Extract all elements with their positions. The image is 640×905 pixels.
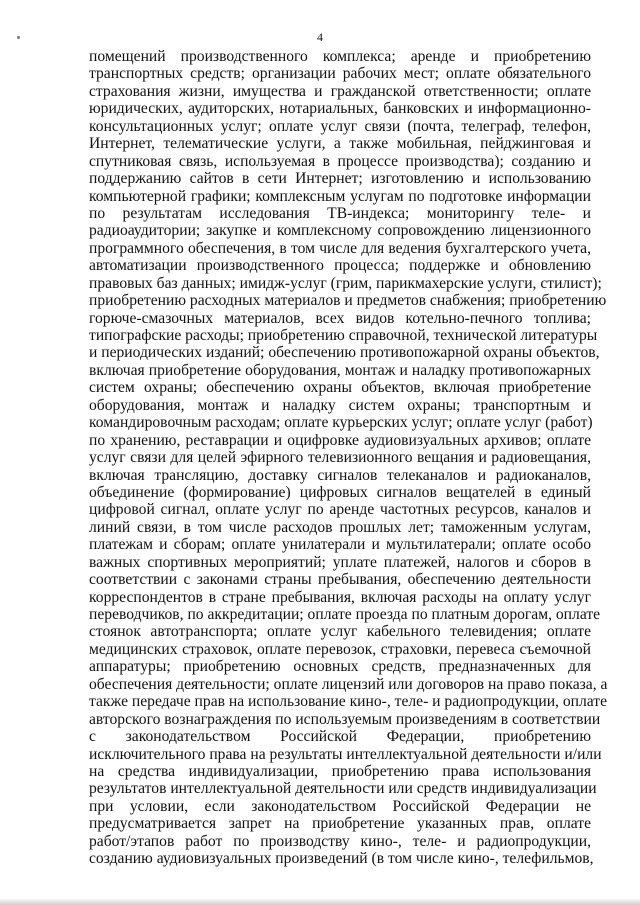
text-line: спутниковая связь, используемая в процессе производства); созданию и <box>89 152 591 170</box>
text-line: линий связи, в том числе расходов прошлых лет; таможенным услугам, <box>89 518 591 536</box>
text-line: важных спортивных мероприятий; уплате платежей, налогов и сборов в <box>89 553 591 571</box>
text-line: аппаратуры; приобретению основных средств, предназначенных для <box>89 658 591 676</box>
text-line: созданию аудиовизуальных произведений (в том числе кино-, телефильмов, <box>89 850 594 868</box>
text-line: корреспондентов в стране пребывания, включая расходы на оплату услуг <box>89 588 591 606</box>
text-line: командировочным расходам; оплате курьерских услуг; оплате услуг (работ) <box>89 414 593 432</box>
scan-bottom-edge <box>0 899 640 905</box>
text-line: исключительного права на результаты интеллектуальной деятельности и/или <box>89 745 602 763</box>
text-line: авторского вознаграждения по используемым произведениям в соответствии <box>89 710 601 728</box>
text-line: приобретению расходных материалов и предметов снабжения; приобретению <box>89 292 607 310</box>
text-line: по хранению, реставрации и оцифровке аудиовизуальных архивов; оплате <box>89 431 591 449</box>
text-line: работ/этапов работ по производству кино-, теле- и радиопродукции, <box>89 832 591 850</box>
text-line: Интернет, телематические услуги, а также мобильная, пейджинговая и <box>89 135 591 153</box>
text-line: оборудования, монтаж и наладку систем охраны; транспортным и <box>89 396 591 414</box>
text-line: страхования жизни, имущества и гражданской ответственности; оплате <box>89 82 591 100</box>
text-line: систем охраны; обеспечению охраны объектов, включая приобретение <box>89 379 591 397</box>
body-text <box>89 48 608 868</box>
text-line: включая приобретение оборудования, монтаж и наладку противопожарных <box>89 361 591 379</box>
text-line: поддержанию сайтов в сети Интернет; изготовлению и использованию <box>89 170 591 188</box>
text-line: с законодательством Российской Федерации, приобретению <box>89 728 591 746</box>
text-line: включая трансляцию, доставку сигналов телеканалов и радиоканалов, <box>89 466 591 484</box>
text-line: услуг связи для целей эфирного телевизионного вещания и радиовещания, <box>89 449 591 467</box>
text-line: радиоаудитории; закупке и комплексному сопровождению лицензионного <box>89 222 591 240</box>
text-line: результатов интеллектуальной деятельности или средств индивидуализации <box>89 780 597 798</box>
text-line: автоматизации производственного процесса; поддержке и обновлению <box>89 257 591 275</box>
text-line: и периодических изданий; обеспечению противопожарной охраны объектов, <box>89 344 600 362</box>
text-line: цифровой сигнал, оплате услуг по аренде частотных ресурсов, каналов и <box>89 501 591 519</box>
text-line: типографские расходы; приобретению справочной, технической литературы <box>89 327 598 344</box>
text-line: также передаче прав на использование кино-, теле- и радиопродукции, оплате <box>89 693 608 711</box>
text-line: помещений производственного комплекса; аренде и приобретению <box>89 48 591 65</box>
text-line: юридических, аудиторских, нотариальных, банковских и информационно- <box>89 100 591 118</box>
text-line: горюче-смазочных материалов, всех видов котельно-печного топлива; <box>89 309 591 327</box>
text-line: платежам и сборам; оплате унилатерали и мультилатерали; оплате особо <box>89 536 591 554</box>
text-line: консультационных услуг; оплате услуг связи (почта, телеграф, телефон, <box>89 117 591 135</box>
text-line: транспортных средств; организации рабочих мест; оплате обязательного <box>89 65 591 83</box>
text-line: по результатам исследования ТВ-индекса; мониторингу теле- и <box>89 204 591 222</box>
text-line: объединение (формирование) цифровых сигналов вещателей в единый <box>89 483 591 501</box>
text-line: предусматривается запрет на приобретение указанных прав, оплате <box>89 815 591 833</box>
text-line: стоянок автотранспорта; оплате услуг кабельного телевидения; оплате <box>89 623 591 641</box>
text-line: компьютерной графики; комплексным услугам по подготовке информации <box>89 187 591 205</box>
text-line: при условии, если законодательством Российской Федерации не <box>89 797 591 815</box>
text-line: соответствии с законами страны пребывания, обеспечению деятельности <box>89 571 591 589</box>
text-line: медицинских страховок, оплате перевозок, страховки, перевеса съемочной <box>89 640 591 658</box>
page-number: 4 <box>317 30 323 44</box>
text-line: обеспечения деятельности; оплате лицензий или договоров на право показа, а <box>89 675 608 693</box>
text-line: программного обеспечения, в том числе для ведения бухгалтерского учета, <box>89 239 591 257</box>
text-line: переводчиков, по аккредитации; оплате проезда по платным дорогам, оплате <box>89 606 601 623</box>
text-line: на средства индивидуализации, приобретению права использования <box>89 762 591 780</box>
text-line: правовых баз данных; имидж-услуг (грим, парикмахерские услуги, стилист); <box>89 274 602 292</box>
